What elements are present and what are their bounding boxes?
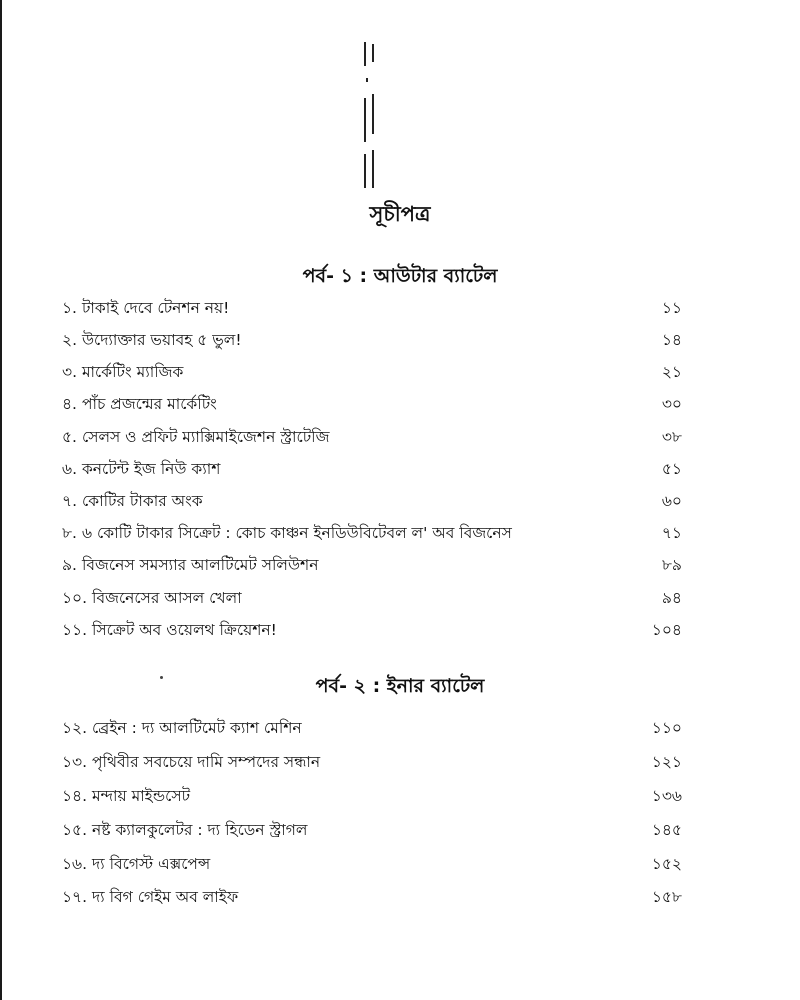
entry-number: ৬. — [62, 460, 78, 478]
toc-entry[interactable] — [62, 750, 682, 776]
toc-entry[interactable] — [62, 852, 682, 878]
entry-title: দ্য বিগেস্ট এক্সপেন্স — [92, 855, 211, 873]
toc-entry[interactable] — [62, 586, 682, 612]
entry-title: বিজনেসের আসল খেলা — [92, 589, 242, 607]
entry-title: পৃথিবীর সবচেয়ে দামি সম্পদের সন্ধান — [92, 753, 321, 771]
entry-title: ব্রেইন : দ্য আলটিমেট ক্যাশ মেশিন — [92, 719, 302, 737]
page-title: সূচীপত্র — [369, 202, 431, 226]
entry-title: মন্দায় মাইন্ডসেট — [91, 787, 191, 805]
entry-title: টাকাই দেবে টেনশন নয়! — [81, 299, 230, 317]
toc-entry[interactable] — [62, 784, 682, 810]
entry-number: ১৫. — [62, 821, 88, 839]
toc-entry[interactable] — [62, 392, 682, 418]
entry-number: ১০. — [62, 589, 88, 607]
entry-page: ১৪ — [661, 331, 682, 349]
toc-entry[interactable] — [62, 716, 682, 742]
entry-title: দ্য বিগ গেইম অব লাইফ — [92, 888, 239, 906]
section-heading-2: পর্ব- ২ : ইনার ব্যাটেল — [315, 675, 485, 697]
entry-title: সিক্রেট অব ওয়েলথ ক্রিয়েশন! — [91, 621, 277, 639]
entry-page: ৭১ — [661, 524, 682, 542]
entry-number: ৪. — [62, 395, 77, 413]
entry-title: কোটির টাকার অংক — [81, 492, 203, 510]
page-left-border — [0, 0, 2, 1000]
toc-entry[interactable] — [62, 425, 682, 451]
entry-number: ১৭. — [62, 888, 88, 906]
toc-entry[interactable] — [62, 296, 682, 322]
entry-title: উদ্যোক্তার ভয়াবহ ৫ ভুল! — [81, 331, 242, 349]
section-heading-1: পর্ব- ১ : আউটার ব্যাটেল — [302, 265, 498, 287]
entry-title: পাঁচ প্রজন্মের মার্কেটিং — [81, 395, 217, 413]
toc-entry[interactable] — [62, 553, 682, 579]
entry-number: ১৩. — [62, 753, 88, 771]
entry-title: বিজনেস সমস্যার আলটিমেট সলিউশন — [81, 556, 319, 574]
entry-title: কনটেন্ট ইজ নিউ ক্যাশ — [81, 460, 221, 478]
entry-page: ১৫৮ — [651, 888, 682, 906]
entry-number: ১৪. — [62, 787, 88, 805]
entry-number: ২. — [62, 331, 78, 349]
entry-number: ১১. — [62, 621, 88, 639]
toc-entry[interactable] — [62, 521, 682, 547]
entry-page: ২১ — [661, 363, 682, 381]
entry-page: ৩৮ — [661, 428, 682, 446]
entry-page: ৫১ — [661, 460, 682, 478]
entry-page: ১২১ — [651, 753, 682, 771]
entry-page: ৬০ — [661, 492, 682, 510]
entry-title: নষ্ট ক্যালকুলেটর : দ্য হিডেন স্ট্রাগল — [91, 821, 308, 839]
entry-title: মার্কেটিং ম্যাজিক — [81, 363, 184, 381]
decorative-marks — [360, 42, 390, 192]
entry-page: ১৩৬ — [651, 787, 682, 805]
entry-number: ৭. — [62, 492, 78, 510]
entry-number: ১. — [62, 299, 77, 317]
entry-page: ৩০ — [661, 395, 682, 413]
entry-page: ১৫২ — [651, 855, 682, 873]
toc-entry[interactable] — [62, 328, 682, 354]
entry-number: ১২. — [62, 719, 88, 737]
toc-entry[interactable] — [62, 885, 682, 911]
entry-page: ১০৪ — [651, 621, 682, 639]
entry-page: ১১০ — [651, 719, 682, 737]
entry-page: ৯৪ — [661, 589, 682, 607]
entry-page: ১৪৫ — [651, 821, 682, 839]
toc-entry[interactable] — [62, 360, 682, 386]
entry-page: ১১ — [661, 299, 682, 317]
entry-number: ৩. — [62, 363, 78, 381]
toc-entry[interactable] — [62, 489, 682, 515]
entry-number: ১৬. — [62, 855, 88, 873]
entry-page: ৮৯ — [661, 556, 682, 574]
entry-title: ৬ কোটি টাকার সিক্রেট : কোচ কাঞ্চন ইনডিউবিটেবল ল' অব বিজনেস — [81, 524, 512, 542]
toc-entry[interactable] — [62, 818, 682, 844]
entry-title: সেলস ও প্রফিট ম্যাক্সিমাইজেশন স্ট্রাটেজি — [81, 428, 330, 446]
entry-number: ৮. — [62, 524, 77, 542]
toc-entry[interactable] — [62, 457, 682, 483]
toc-entry[interactable] — [62, 618, 682, 644]
entry-number: ৯. — [62, 556, 77, 574]
entry-number: ৫. — [62, 428, 77, 446]
